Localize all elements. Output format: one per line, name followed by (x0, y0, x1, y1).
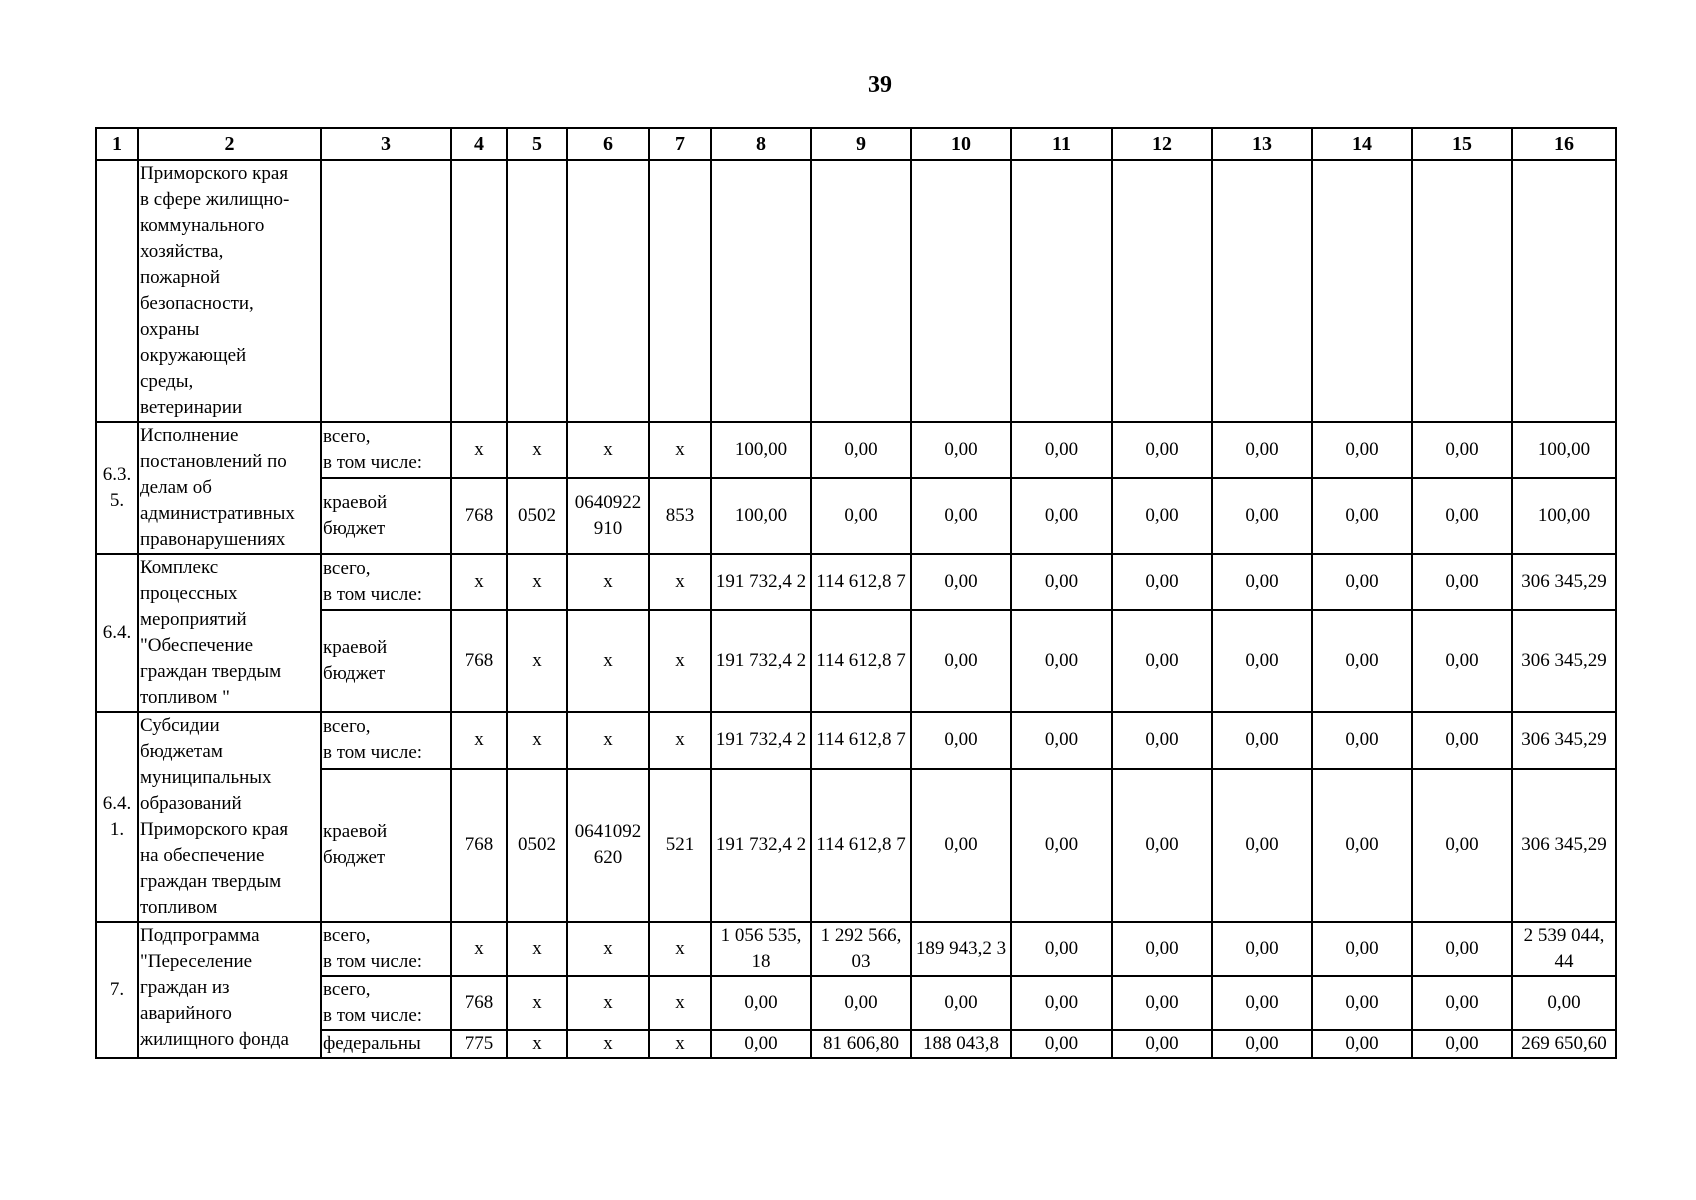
value-cell-c16: 306 345,29 (1512, 769, 1616, 922)
value-cell-c11: 0,00 (1011, 769, 1112, 922)
value-cell-c7: x (649, 1030, 711, 1058)
value-cell-c16: 306 345,29 (1512, 712, 1616, 769)
item-number-cell: 7. (96, 922, 138, 1058)
value-cell-c8: 0,00 (711, 1030, 811, 1058)
value-cell-c10: 0,00 (911, 478, 1011, 554)
funding-source-cell: всего, в том числе: (321, 554, 451, 610)
value-cell-c13: 0,00 (1212, 1030, 1312, 1058)
value-cell-c10: 0,00 (911, 422, 1011, 478)
value-cell-c14: 0,00 (1312, 610, 1412, 712)
value-cell-c11: 0,00 (1011, 1030, 1112, 1058)
value-cell-c5: 0502 (507, 769, 567, 922)
value-cell-c9: 114 612,8 7 (811, 610, 911, 712)
value-cell-c7: x (649, 922, 711, 976)
value-cell-c7: 853 (649, 478, 711, 554)
value-cell-c12: 0,00 (1112, 976, 1212, 1030)
item-name-cell: Исполнение постановлений по делам об административных правонарушениях (138, 422, 321, 554)
value-cell-c9: 1 292 566, 03 (811, 922, 911, 976)
value-cell-c4: 768 (451, 478, 507, 554)
value-cell-c15: 0,00 (1412, 922, 1512, 976)
empty-cell (1312, 160, 1412, 422)
value-cell-c4: x (451, 712, 507, 769)
value-cell-c9: 81 606,80 (811, 1030, 911, 1058)
value-cell-c10: 188 043,8 (911, 1030, 1011, 1058)
funding-source-cell: всего, в том числе: (321, 922, 451, 976)
value-cell-c6: x (567, 554, 649, 610)
value-cell-c16: 100,00 (1512, 478, 1616, 554)
table-row (96, 554, 1616, 610)
value-cell-c10: 0,00 (911, 554, 1011, 610)
empty-cell (649, 160, 711, 422)
value-cell-c7: x (649, 610, 711, 712)
empty-cell (1212, 160, 1312, 422)
value-cell-c6: x (567, 610, 649, 712)
funding-source-cell: краевой бюджет (321, 610, 451, 712)
value-cell-c4: x (451, 422, 507, 478)
table-row (96, 422, 1616, 478)
table-row (96, 712, 1616, 769)
value-cell-c13: 0,00 (1212, 976, 1312, 1030)
value-cell-c12: 0,00 (1112, 922, 1212, 976)
table-row (96, 769, 1616, 922)
value-cell-c9: 114 612,8 7 (811, 554, 911, 610)
empty-cell (1412, 160, 1512, 422)
value-cell-c16: 100,00 (1512, 422, 1616, 478)
value-cell-c6: x (567, 976, 649, 1030)
funding-source-cell: всего, в том числе: (321, 712, 451, 769)
table-row (96, 976, 1616, 1030)
value-cell-c15: 0,00 (1412, 976, 1512, 1030)
empty-cell (811, 160, 911, 422)
value-cell-c13: 0,00 (1212, 712, 1312, 769)
col-header: 3 (321, 128, 451, 160)
value-cell-c11: 0,00 (1011, 976, 1112, 1030)
value-cell-c4: 768 (451, 769, 507, 922)
value-cell-c9: 114 612,8 7 (811, 712, 911, 769)
funding-source-cell: всего, в том числе: (321, 976, 451, 1030)
value-cell-c7: 521 (649, 769, 711, 922)
value-cell-c12: 0,00 (1112, 554, 1212, 610)
value-cell-c12: 0,00 (1112, 712, 1212, 769)
col-header: 2 (138, 128, 321, 160)
value-cell-c13: 0,00 (1212, 422, 1312, 478)
empty-cell (507, 160, 567, 422)
value-cell-c4: 768 (451, 610, 507, 712)
value-cell-c9: 0,00 (811, 478, 911, 554)
value-cell-c6: x (567, 422, 649, 478)
value-cell-c4: x (451, 922, 507, 976)
value-cell-c8: 100,00 (711, 478, 811, 554)
value-cell-c8: 100,00 (711, 422, 811, 478)
value-cell-c15: 0,00 (1412, 610, 1512, 712)
value-cell-c5: x (507, 422, 567, 478)
value-cell-c15: 0,00 (1412, 422, 1512, 478)
col-header: 13 (1212, 128, 1312, 160)
empty-cell (1011, 160, 1112, 422)
col-header: 4 (451, 128, 507, 160)
value-cell-c8: 191 732,4 2 (711, 769, 811, 922)
value-cell-c6: x (567, 1030, 649, 1058)
table-row (96, 922, 1616, 976)
value-cell-c13: 0,00 (1212, 478, 1312, 554)
value-cell-c10: 189 943,2 3 (911, 922, 1011, 976)
empty-cell (1112, 160, 1212, 422)
value-cell-c5: x (507, 610, 567, 712)
value-cell-c6: x (567, 922, 649, 976)
value-cell-c6: x (567, 712, 649, 769)
item-name-cell: Комплекс процессных мероприятий "Обеспечение граждан твердым топливом " (138, 554, 321, 712)
col-header: 1 (96, 128, 138, 160)
value-cell-c11: 0,00 (1011, 712, 1112, 769)
value-cell-c10: 0,00 (911, 712, 1011, 769)
value-cell-c15: 0,00 (1412, 1030, 1512, 1058)
col-header: 14 (1312, 128, 1412, 160)
item-number-cell: 6.4. (96, 554, 138, 712)
value-cell-c14: 0,00 (1312, 922, 1412, 976)
value-cell-c11: 0,00 (1011, 554, 1112, 610)
value-cell-c8: 1 056 535, 18 (711, 922, 811, 976)
col-header: 6 (567, 128, 649, 160)
value-cell-c14: 0,00 (1312, 554, 1412, 610)
value-cell-c12: 0,00 (1112, 769, 1212, 922)
value-cell-c13: 0,00 (1212, 922, 1312, 976)
empty-cell (1512, 160, 1616, 422)
value-cell-c11: 0,00 (1011, 478, 1112, 554)
value-cell-c4: x (451, 554, 507, 610)
value-cell-c14: 0,00 (1312, 422, 1412, 478)
value-cell-c4: 775 (451, 1030, 507, 1058)
funding-source-cell: федеральны (321, 1030, 451, 1058)
value-cell-c9: 114 612,8 7 (811, 769, 911, 922)
col-header: 5 (507, 128, 567, 160)
value-cell-c7: x (649, 554, 711, 610)
value-cell-c13: 0,00 (1212, 769, 1312, 922)
value-cell-c7: x (649, 422, 711, 478)
value-cell-c14: 0,00 (1312, 769, 1412, 922)
value-cell-c9: 0,00 (811, 976, 911, 1030)
value-cell-c14: 0,00 (1312, 712, 1412, 769)
table-row (96, 1030, 1616, 1058)
value-cell-c8: 191 732,4 2 (711, 554, 811, 610)
value-cell-c11: 0,00 (1011, 422, 1112, 478)
value-cell-c12: 0,00 (1112, 1030, 1212, 1058)
col-header: 16 (1512, 128, 1616, 160)
value-cell-c10: 0,00 (911, 610, 1011, 712)
table-row (96, 160, 1616, 422)
value-cell-c16: 269 650,60 (1512, 1030, 1616, 1058)
value-cell-c15: 0,00 (1412, 769, 1512, 922)
col-header: 8 (711, 128, 811, 160)
value-cell-c12: 0,00 (1112, 610, 1212, 712)
empty-cell (911, 160, 1011, 422)
value-cell-c15: 0,00 (1412, 554, 1512, 610)
header-row (96, 128, 1616, 160)
value-cell-c6: 0641092 620 (567, 769, 649, 922)
value-cell-c13: 0,00 (1212, 610, 1312, 712)
col-header: 11 (1011, 128, 1112, 160)
empty-cell (321, 160, 451, 422)
value-cell-c13: 0,00 (1212, 554, 1312, 610)
item-number-cell (96, 160, 138, 422)
value-cell-c7: x (649, 976, 711, 1030)
item-name-cell: Субсидии бюджетам муниципальных образований Приморского края на обеспечение граждан твердым топливом (138, 712, 321, 922)
empty-cell (711, 160, 811, 422)
page-number: 39 (868, 72, 892, 98)
value-cell-c16: 306 345,29 (1512, 554, 1616, 610)
value-cell-c11: 0,00 (1011, 922, 1112, 976)
table-row (96, 610, 1616, 712)
item-name-cell: Приморского края в сфере жилищно- коммунального хозяйства, пожарной безопасности, охраны окружающей среды, ветеринарии (138, 160, 321, 422)
value-cell-c10: 0,00 (911, 769, 1011, 922)
value-cell-c6: 0640922 910 (567, 478, 649, 554)
col-header: 15 (1412, 128, 1512, 160)
value-cell-c5: x (507, 922, 567, 976)
budget-table (95, 127, 1617, 1059)
value-cell-c7: x (649, 712, 711, 769)
value-cell-c15: 0,00 (1412, 712, 1512, 769)
value-cell-c5: x (507, 554, 567, 610)
col-header: 9 (811, 128, 911, 160)
value-cell-c12: 0,00 (1112, 478, 1212, 554)
value-cell-c10: 0,00 (911, 976, 1011, 1030)
col-header: 7 (649, 128, 711, 160)
value-cell-c12: 0,00 (1112, 422, 1212, 478)
value-cell-c14: 0,00 (1312, 478, 1412, 554)
value-cell-c16: 0,00 (1512, 976, 1616, 1030)
value-cell-c16: 306 345,29 (1512, 610, 1616, 712)
item-number-cell: 6.3. 5. (96, 422, 138, 554)
empty-cell (567, 160, 649, 422)
item-number-cell: 6.4. 1. (96, 712, 138, 922)
value-cell-c9: 0,00 (811, 422, 911, 478)
value-cell-c5: x (507, 976, 567, 1030)
value-cell-c8: 0,00 (711, 976, 811, 1030)
value-cell-c5: x (507, 712, 567, 769)
value-cell-c8: 191 732,4 2 (711, 712, 811, 769)
value-cell-c16: 2 539 044, 44 (1512, 922, 1616, 976)
value-cell-c11: 0,00 (1011, 610, 1112, 712)
col-header: 10 (911, 128, 1011, 160)
empty-cell (451, 160, 507, 422)
value-cell-c5: x (507, 1030, 567, 1058)
value-cell-c14: 0,00 (1312, 1030, 1412, 1058)
value-cell-c14: 0,00 (1312, 976, 1412, 1030)
funding-source-cell: краевой бюджет (321, 769, 451, 922)
value-cell-c8: 191 732,4 2 (711, 610, 811, 712)
value-cell-c15: 0,00 (1412, 478, 1512, 554)
value-cell-c5: 0502 (507, 478, 567, 554)
funding-source-cell: всего, в том числе: (321, 422, 451, 478)
table-row (96, 478, 1616, 554)
funding-source-cell: краевой бюджет (321, 478, 451, 554)
item-name-cell: Подпрограмма "Переселение граждан из аварийного жилищного фонда (138, 922, 321, 1058)
col-header: 12 (1112, 128, 1212, 160)
value-cell-c4: 768 (451, 976, 507, 1030)
